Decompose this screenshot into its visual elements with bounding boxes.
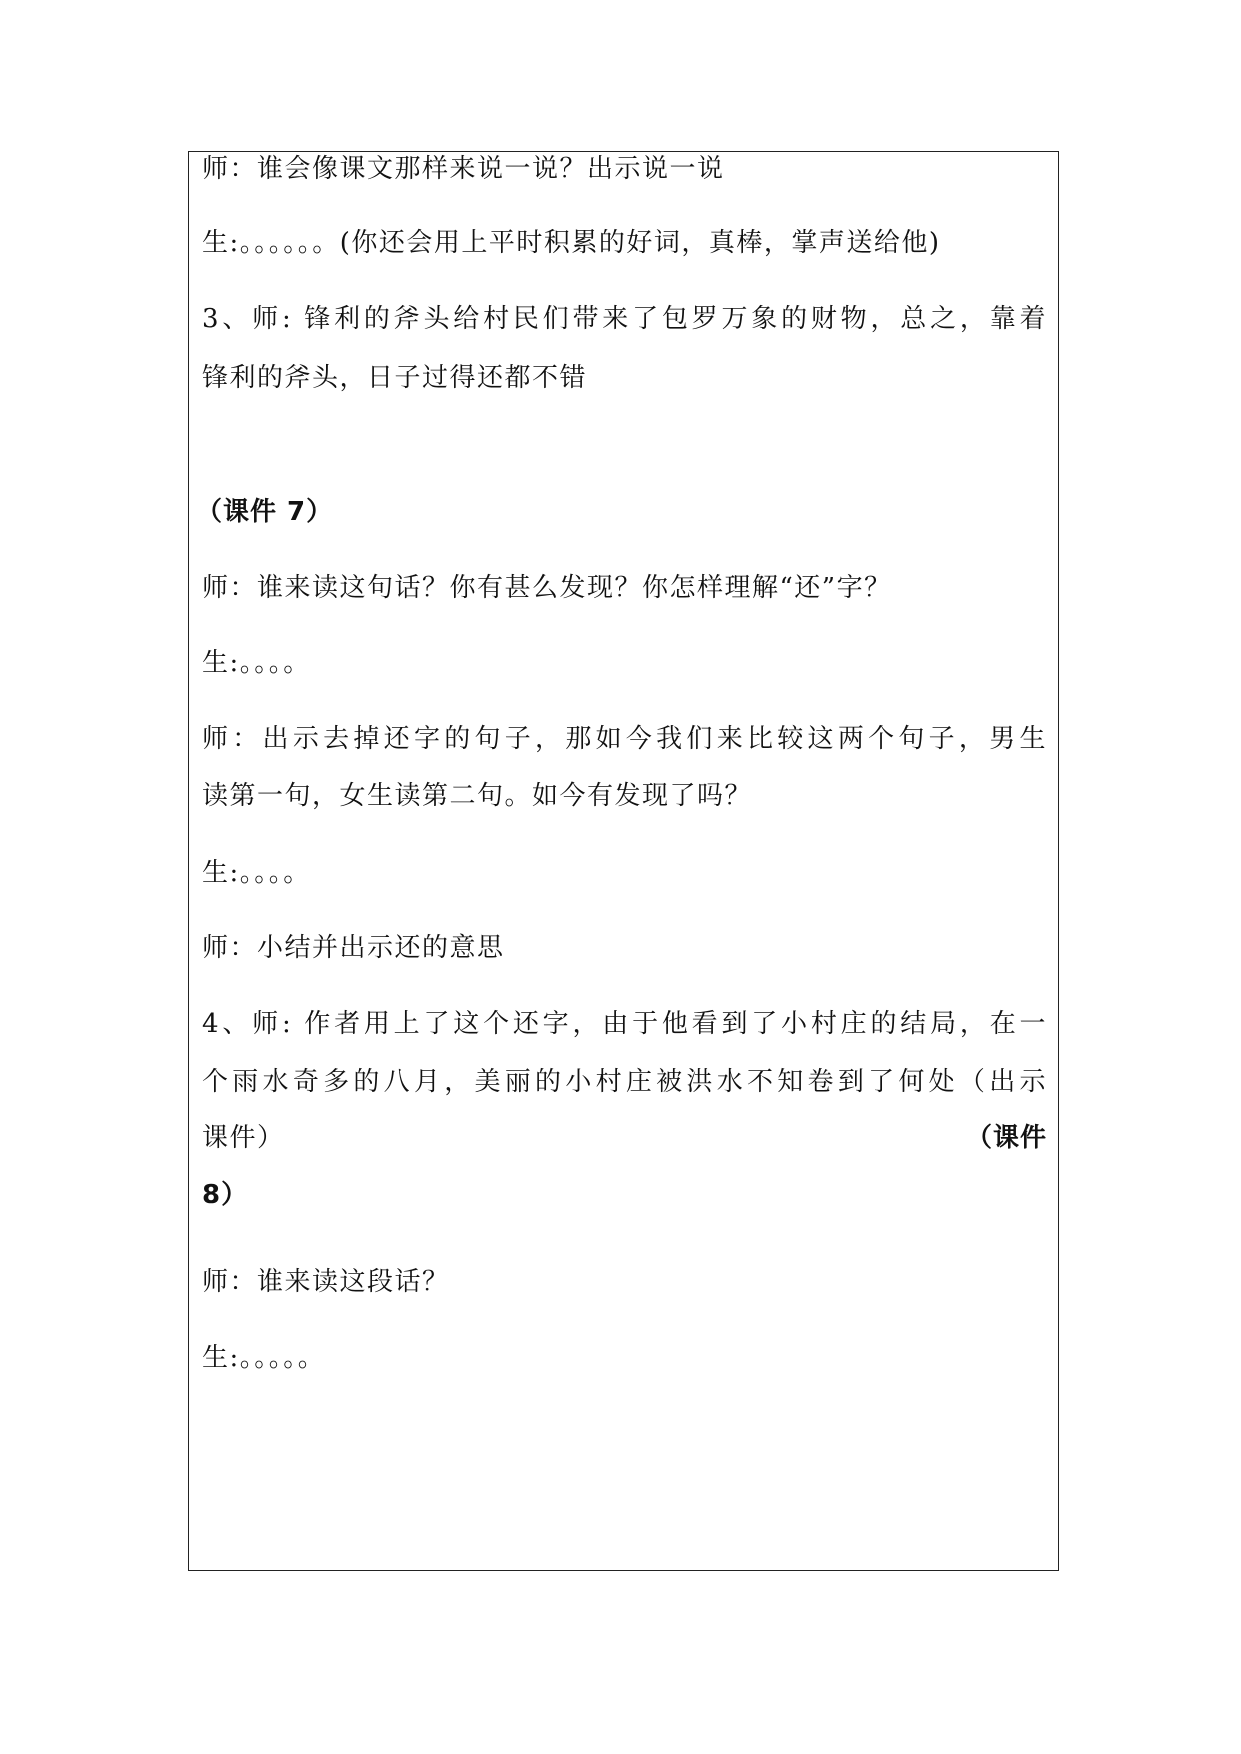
courseware-7-label: （课件 7） bbox=[196, 497, 334, 527]
teacher-summary: 师：小结并出示还的意思 bbox=[202, 933, 505, 963]
teacher-question-huan: 师：谁来读这句话？你有甚么发现？你怎样理解“还”字？ bbox=[202, 573, 892, 603]
teacher-compare-a: 师：出示去掉还字的句子，那如今我们来比较这两个句子，男生 bbox=[202, 724, 1047, 754]
student-line-2: 生:。。。。 bbox=[202, 648, 311, 678]
student-line-4: 生:。。。。。 bbox=[202, 1343, 326, 1373]
student-line-3: 生:。。。。 bbox=[202, 858, 311, 888]
teacher-line-1: 师：谁会像课文那样来说一说？出示说一说 bbox=[202, 154, 725, 184]
courseware-8-label-a: （课件 bbox=[965, 1123, 1047, 1153]
teacher-read-passage: 师：谁来读这段话？ bbox=[202, 1267, 450, 1297]
teacher-line-4c: 课件） bbox=[202, 1123, 285, 1153]
teacher-line-4b: 个雨水奇多的八月，美丽的小村庄被洪水不知卷到了何处（出示 bbox=[202, 1067, 1047, 1097]
teacher-line-3a: 3、师: 锋利的斧头给村民们带来了包罗万象的财物，总之，靠着 bbox=[202, 304, 1047, 334]
teacher-compare-b: 读第一句，女生读第二句。如今有发现了吗？ bbox=[202, 781, 753, 811]
courseware-8-label-b: 8） bbox=[202, 1180, 249, 1210]
teacher-line-4a: 4、师: 作者用上了这个还字，由于他看到了小村庄的结局，在一 bbox=[202, 1009, 1047, 1039]
student-line-1: 生:。。。。。。(你还会用上平时积累的好词，真棒，掌声送给他) bbox=[202, 228, 941, 258]
teacher-line-3b: 锋利的斧头，日子过得还都不错 bbox=[202, 363, 588, 393]
